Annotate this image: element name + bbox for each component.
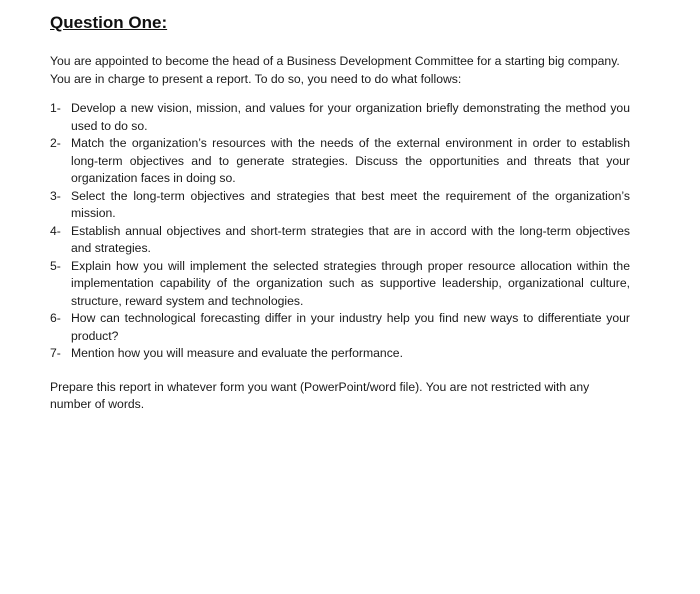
task-item-3 [50, 188, 630, 223]
task-text: Establish annual objectives and short-term strategies that are in accord with the long-term objectives and strategies. [71, 223, 630, 255]
task-item-1 [50, 100, 630, 135]
task-text: How can technological forecasting differ in your industry help you find new ways to differentiate your product? [71, 311, 630, 343]
task-number: 5- [50, 258, 61, 273]
task-number: 1- [50, 101, 61, 115]
task-number: 6- [50, 311, 61, 325]
task-text: Develop a new vision, mission, and values for your organization briefly demonstrating the method you used to do so. [71, 101, 630, 133]
task-text: Mention how you will measure and evaluate the performance. [71, 346, 403, 360]
task-number: 3- [50, 188, 61, 203]
task-list [50, 100, 630, 363]
intro-paragraph: You are appointed to become the head of a Business Development Committee for a starting big company. You are in charge to present a report. To do so, you need to do what follows: [50, 54, 620, 86]
task-number: 2- [50, 136, 61, 150]
task-item-5 [50, 258, 630, 311]
task-item-7 [50, 345, 630, 363]
task-item-6 [50, 310, 630, 345]
question-title: Question One: [50, 13, 168, 32]
task-item-4 [50, 223, 630, 258]
task-text: Select the long-term objectives and strategies that best meet the requirement of the organization’s mission. [71, 188, 630, 220]
task-text: Explain how you will implement the selected strategies through proper resource allocation within the implementation capability of the organization such as supportive leadership, organizational culture, structure, reward system and technologies. [71, 258, 630, 308]
task-number: 4- [50, 223, 61, 238]
task-number: 7- [50, 346, 61, 360]
task-text: Match the organization’s resources with the needs of the external environment in order to establish long-term objectives and to generate strategies. Discuss the opportunities and threats that your organization faces in doing so. [71, 136, 630, 185]
task-item-2 [50, 135, 630, 188]
closing-paragraph: Prepare this report in whatever form you want (PowerPoint/word file). You are not restricted with any number of words. [50, 379, 590, 411]
